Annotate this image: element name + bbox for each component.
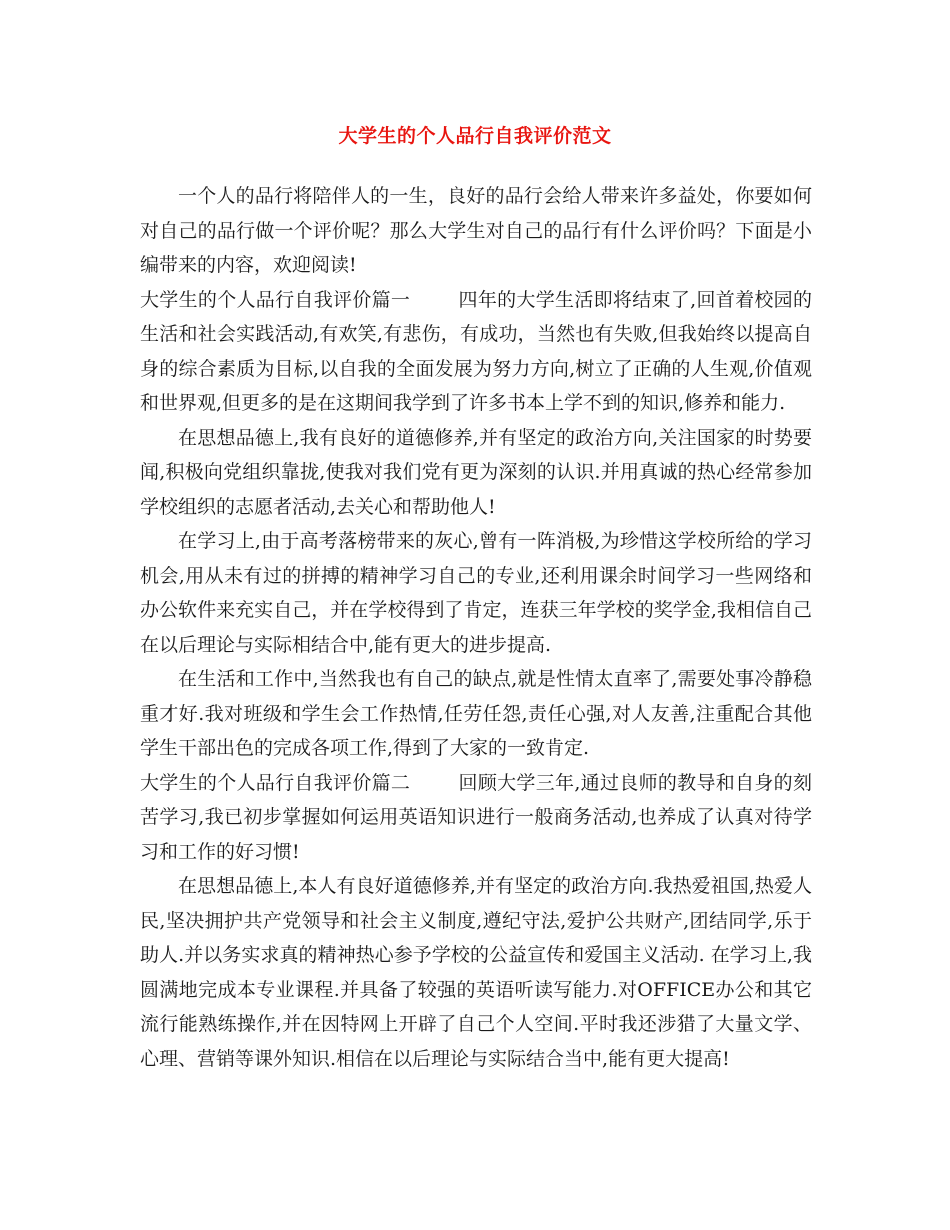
section1-paragraph-3: 在生活和工作中,当然我也有自己的缺点,就是性情太直率了,需要处事冷静稳重才好.我对班级和学生会工作热情,任劳任怨,责任心强,对人友善,注重配合其他学生干部出色的完成各项工作,得到了大家的一致肯定. [140,668,812,759]
section1-lead-text: 四年的大学生活即将结束了,回首着校园的生活和社会实践活动,有欢笑,有悲伤，有成功，当然也有失败,但我始终以提高自身的综合素质为目标,以自我的全面发展为努力方向,树立了正确的人生观,价值观和世界观,但更多的是在这期间我学到了许多书本上学不到的知识,修养和能力. [140,288,812,414]
section2-lead-paragraph [140,766,812,870]
section2-heading: 大学生的个人品行自我评价篇二 [140,771,411,794]
section1-paragraph-1: 在思想品德上,我有良好的道德修养,并有坚定的政治方向,关注国家的时势要闻,积极向党组织靠拢,使我对我们党有更为深刻的认识.并用真诚的热心经常参加学校组织的志愿者活动,去关心和帮助他人! [140,426,812,518]
intro-paragraph: 一个人的品行将陪伴人的一生，良好的品行会给人带来许多益处，你要如何对自己的品行做一个评价呢？那么大学生对自己的品行有什么评价吗？下面是小编带来的内容，欢迎阅读! [140,185,812,276]
section1-paragraph-2: 在学习上,由于高考落榜带来的灰心,曾有一阵消极,为珍惜这学校所给的学习机会,用从未有过的拼搏的精神学习自己的专业,还利用课余时间学习一些网络和办公软件来充实自己，并在学校得到了肯定，连获三年学校的奖学金,我相信自己在以后理论与实际相结合中,能有更大的进步提高. [140,530,812,656]
section2-lead-text: 回顾大学三年,通过良师的教导和自身的刻苦学习,我已初步掌握如何运用英语知识进行一般商务活动,也养成了认真对待学习和工作的好习惯! [140,771,812,863]
section1-heading: 大学生的个人品行自我评价篇一 [140,288,411,311]
document-title: 大学生的个人品行自我评价范文 [338,125,612,147]
document-body [140,179,812,1076]
section2-paragraph-1: 在思想品德上,本人有良好道德修养,并有坚定的政治方向.我热爱祖国,热爱人民,坚决拥护共产党领导和社会主义制度,遵纪守法,爱护公共财产,团结同学,乐于助人.并以务实求真的精神热心参予学校的公益宣传和爱国主义活动. 在学习上,我圆满地完成本专业课程.并具备了较强的英语听读写能力.对OFFICE办公和其它流行能熟练操作,并在因特网上开辟了自己个人空间.平时我还涉猎了大量文学、心理、营销等课外知识.相信在以后理论与实际结合当中,能有更大提高! [140,875,812,1070]
section1-lead-paragraph [140,283,812,421]
